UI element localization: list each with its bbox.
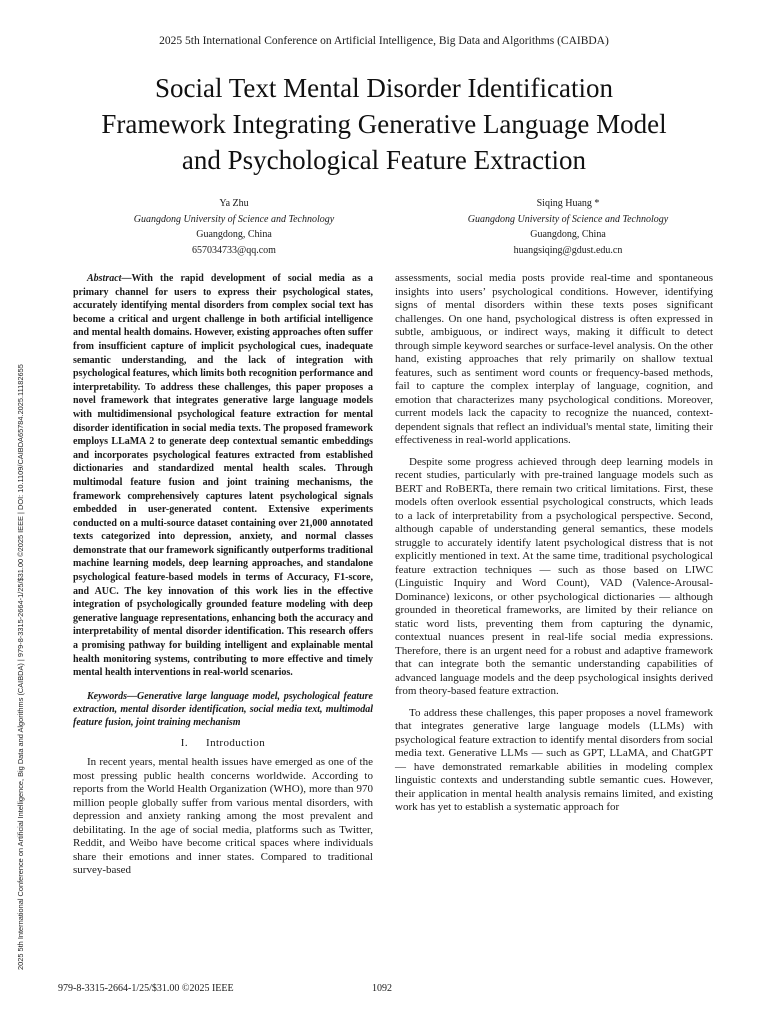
right-column xyxy=(395,272,713,823)
author-affiliation: Guangdong University of Science and Technology xyxy=(133,213,335,225)
conference-header: 2025 5th International Conference on Artificial Intelligence, Big Data and Algorithms (CAIBDA) xyxy=(159,35,609,47)
title-line: and Psychological Feature Extraction xyxy=(181,145,587,175)
paper-title xyxy=(40,70,728,178)
author-location: Guangdong, China xyxy=(196,229,272,240)
title-line: Social Text Mental Disorder Identification xyxy=(155,73,613,103)
author-name: Siqing Huang * xyxy=(536,198,600,209)
abstract-text: —With the rapid development of social media as a primary channel for users to express their psychological states, accurately identifying mental disorders from complex social text has become a critical and urgent challenge in both artificial intelligence and mental health domains. However, existing approaches often suffer from insufficient capture of implicit psychological cues, inadequate semantic understanding, and the lack of integration with psychological features, which limits both recognition performance and interpretability. To address these challenges, this paper proposes a novel framework that integrates generative large language models with multidimensional psychological feature extraction for mental disorder identification in social media texts. The proposed framework employs LLaMA 2 to generate deep contextual semantic embeddings and incorporates psychological features extracted from established dictionaries and standardized mental health scales. Through multimodal feature fusion and joint training mechanisms, the framework comprehensively captures latent psychological signals embedded in user-generated content. Extensive experiments conducted on a multi-source dataset containing over 21,000 annotated texts categorized into depression, anxiety, and normal classes demonstrate that our framework significantly outperforms traditional machine learning models, deep learning approaches, and standalone psychological feature-based models in terms of Accuracy, F1-score, and AUC. The key innovation of this work lies in the effective integration of psychologically grounded feature modeling with deep generative language representations, enhancing both the accuracy and interpretability of mental disorder identification. This research offers a promising pathway for building intelligent and explainable mental health monitoring systems, contributing to more effective and timely mental health interventions in real-world scenarios. xyxy=(73,273,373,679)
page-number: 1092 xyxy=(372,983,392,994)
left-column xyxy=(73,272,373,886)
abstract xyxy=(73,272,373,680)
author-block xyxy=(418,196,718,258)
doi-sidebar: 2025 5th International Conference on Artificial Intelligence, Big Data and Algorithms (CAIBDA) | 979-8-3315-2664-1/25/$31.00 ©2025 IEEE | DOI: 10.1109/CAIBDA65784.2025.11182655 xyxy=(16,364,25,970)
author-affiliation: Guangdong University of Science and Technology xyxy=(467,213,669,225)
section-number: I. xyxy=(180,736,189,749)
body-paragraph: To address these challenges, this paper proposes a novel framework that integrates generative large language models (LLMs) with psychological feature extraction to identify mental disorders from social media text. Generative LLMs — such as GPT, LLaMA, and ChatGPT — have demonstrated remarkable abilities in modeling complex linguistic contexts and understanding subtle semantic cues. However, their application in mental health analysis remains limited, and existing work has yet to establish a systematic approach for xyxy=(395,706,713,813)
author-block xyxy=(84,196,384,258)
body-paragraph: Despite some progress achieved through deep learning models in recent studies, particularly with pre-trained language models such as BERT and RoBERTa, there remain two critical limitations. First, these models often overlook essential psychological constructs, which leads to a lack of interpretability from a psychological perspective. Second, although capable of understanding general semantics, these models struggle to accurately identify latent psychological distress that is not explicitly mentioned in text. At the same time, traditional psychological feature extraction techniques — such as those based on LIWC (Linguistic Inquiry and Word Count), VAD (Valence-Arousal-Dominance) lexicons, or other psychological dictionaries — although grounded in theoretical frameworks, are limited by their reliance on static word lists, preventing them from capturing the dynamic, contextual nuances present in real-life social media expressions. Therefore, there is an urgent need for a robust and adaptive framework that can integrate both the semantic understanding capabilities of advanced language models and the deep psychological insights derived from theory-based feature extraction. xyxy=(395,455,713,697)
keywords-label: Keywords xyxy=(87,690,127,702)
author-email: 657034733@qq.com xyxy=(192,244,276,256)
keywords-text: —Generative large language model, psychological feature extraction, mental disorder identification, social media text, multimodal feature fusion, joint training mechanism xyxy=(73,690,373,728)
keywords xyxy=(73,690,373,729)
intro-paragraph: In recent years, mental health issues have emerged as one of the most pressing public health concerns worldwide. According to reports from the World Health Organization (WHO), more than 970 million people globally suffer from various mental disorders, with depression and anxiety ranking among the most prevalent and debilitating. In the age of social media, platforms such as Twitter, Reddit, and Weibo have become critical spaces where individuals share their emotions and inner states. Compared to traditional survey-based xyxy=(73,756,373,877)
section-title: Introduction xyxy=(206,736,266,749)
body-paragraph: assessments, social media posts provide real-time and spontaneous insights into users’ psychological conditions. However, identifying signs of mental disorders within these texts poses significant challenges. On one hand, psychological distress is often expressed in subtle, ambiguous, or indirect ways, making it difficult to detect through simple keyword searches or surface-level analysis. On the other hand, existing approaches that rely primarily on shallow textual features, such as sentiment word counts or frequency-based methods, fail to capture the complex interplay of language, cognition, and emotion that characterizes many psychological conditions. Moreover, current models lack the capacity to recognize the nuanced, context-dependent signals that reflect an individual's mental state, limiting their effectiveness in real-world applications. xyxy=(395,272,713,446)
footer-isbn: 979-8-3315-2664-1/25/$31.00 ©2025 IEEE xyxy=(58,983,234,994)
title-line: Framework Integrating Generative Language Model xyxy=(101,109,667,139)
section-heading xyxy=(73,737,373,751)
author-location: Guangdong, China xyxy=(530,229,606,240)
author-email: huangsiqing@gdust.edu.cn xyxy=(513,244,623,256)
abstract-label: Abstract xyxy=(87,273,122,284)
author-name: Ya Zhu xyxy=(219,198,249,209)
